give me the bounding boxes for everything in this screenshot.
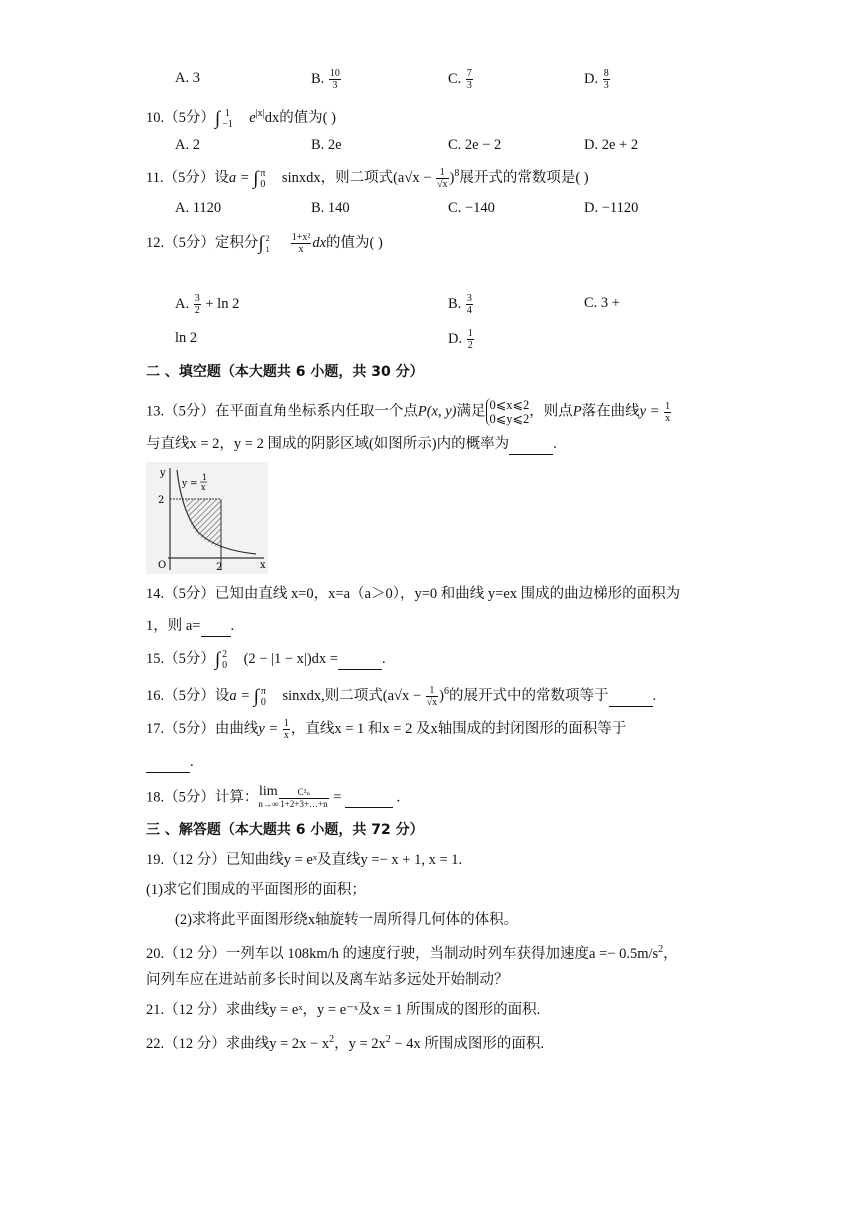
question-19-part2: (2)求将此平面图形绕x轴旋转一周所得几何体的体积。	[175, 912, 519, 928]
q10-option-a: A. 2	[175, 137, 200, 153]
question-13-line2: 与直线x = 2，y = 2 围成的阴影区域(如图所示)内的概率为 .	[146, 434, 557, 455]
question-19-part1: (1)求它们围成的平面图形的面积；	[146, 882, 366, 898]
curve-label-den: x	[201, 483, 206, 492]
q11-option-d: D. −1120	[584, 200, 639, 216]
question-20: 20.（12 分）一列车以 108km/h 的速度行驶，当制动时列车获得加速度$a =- 0.5m/s^2$，	[146, 944, 678, 962]
section-heading-answers: 三 、解答题（本大题共 6 小题，共 72 分）	[146, 822, 424, 838]
question-18: 18.（5分）计算： lim n→∞ $\frac{\text{C²ₙ}}{1+2+3+\dots+n}$ = .	[146, 784, 401, 809]
question-19: 19.（12 分）已知曲线y = eˣ及直线y =− x + 1, x = 1.	[146, 852, 463, 868]
y-axis-label: y	[160, 468, 166, 479]
q12-option-a: A. $\frac{3}{2}$ + ln 2	[175, 293, 240, 316]
q11-option-a: A. 1120	[175, 200, 222, 216]
q10-option-c: C. 2e − 2	[448, 137, 502, 153]
question-13: 13.（5分）在平面直角坐标系内任取一个点P(x, y)满足 0⩽x⩽2 0⩽y⩽2 ，则点P落在曲线y = $\frac{1}{x}$	[146, 398, 671, 426]
question-21: 21.（12 分）求曲线y = eˣ，y = e⁻ˣ及x = 1 所围成的图形的面积.	[146, 1002, 541, 1018]
q11-option-c: C. −140	[448, 200, 495, 216]
question-15: 15.（5分）∫ 2 0 (2 − |1 − x|)dx = .	[146, 648, 386, 671]
curve-label: y =	[182, 479, 198, 489]
tick-y-2: 2	[158, 495, 165, 506]
question-17: 17.（5分）由曲线y = $\frac{1}{x}$ ，直线x = 1 和x = 2 及x轴围成的封闭图形的面积等于	[146, 718, 627, 741]
tick-x-2: 2	[216, 562, 223, 573]
question-16: 16.（5分）设a = ∫ π 0 sinxdx,则二项式(a√x − $\frac{1}{√x}$ )$^6$的展开式中的常数项等于 .	[146, 685, 657, 708]
question-17-line2: .	[146, 752, 194, 773]
q9-option-d: D. $\frac{8}{3}$	[584, 68, 609, 91]
q10-option-b: B. 2e	[311, 137, 342, 153]
question-22: 22.（12 分）求曲线$y = 2x - x^2$，$y = 2x^2 - 4x$ 所围成图形的面积.	[146, 1034, 544, 1052]
section-heading-fill-in: 二 、填空题（本大题共 6 小题，共 30 分）	[146, 364, 424, 380]
q9-option-b: B. $\frac{10}{3}$	[311, 68, 340, 91]
origin-label: O	[158, 560, 167, 571]
question-12: 12.（5分）定积分∫ 2 1 $\frac{\text{1+x²}}{x}$ dx的值为( )	[146, 232, 383, 256]
question-20-line2: 问列车应在进站前多长时间以及离车站多远处开始制动？	[146, 972, 509, 988]
q12-option-d: D. $\frac{1}{2}$	[448, 328, 473, 351]
question-14-line2: 1，则 a= .	[146, 616, 234, 637]
x-axis-label: x	[260, 560, 266, 571]
q9-option-a: A. 3	[175, 70, 200, 86]
q10-option-d: D. 2e + 2	[584, 137, 639, 153]
q12-option-b: B. $\frac{3}{4}$	[448, 293, 472, 316]
q9-option-c: C. $\frac{7}{3}$	[448, 68, 472, 91]
question-14: 14.（5分）已知由直线 x=0，x=a（a＞0），y=0 和曲线 y=ex 围成的曲边梯形的面积为	[146, 586, 681, 602]
q11-option-b: B. 140	[311, 200, 350, 216]
question-10: 10.（5分）∫ 1 −1 $e^{|x|}dx$的值为( )	[146, 107, 336, 130]
shaded-region-figure	[146, 462, 268, 574]
question-11: 11.（5分）设a = ∫ π 0 sinxdx，则二项式(a√x − $\frac{1}{√x}$ )$^8$展开式的常数项是( )	[146, 167, 589, 190]
curve-label-num: 1	[202, 473, 208, 482]
q12-option-c-wrap: ln 2	[175, 330, 198, 346]
q12-option-c: C. 3 +	[584, 295, 620, 311]
